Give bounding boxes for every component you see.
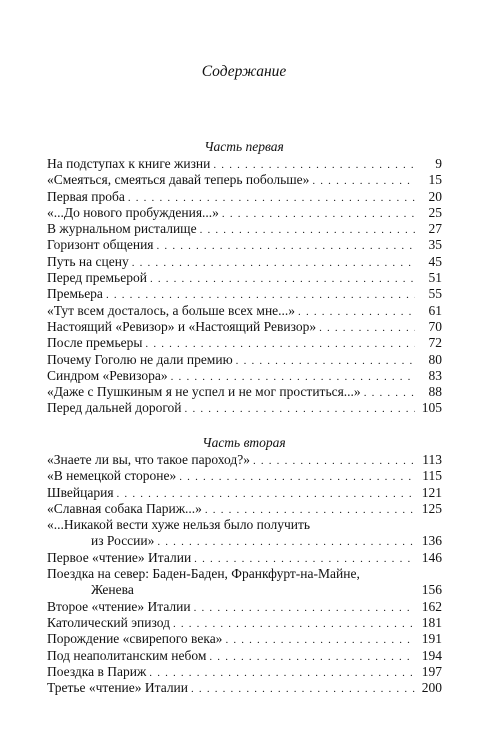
entry-title: Перед дальней дорогой [47,400,182,416]
entry-title: Горизонт общения [47,237,154,253]
toc-entry[interactable] [47,566,442,599]
toc-entry[interactable] [47,631,442,647]
entry-title: Католический эпизод [47,614,170,630]
entry-title: Третье «чтение» Италии [47,680,189,696]
entry-title: Первое «чтение» Италии [47,549,192,565]
entry-title: Синдром «Ревизора» [47,367,168,383]
entry-page: 9 [435,156,442,171]
entry-title: Перед премьерой [47,270,147,286]
toc-entry[interactable] [47,156,442,172]
entry-title: Поездка в Париж [47,663,147,679]
toc-entry[interactable] [47,485,442,501]
entry-page: 70 [428,318,442,334]
leader-dots [364,385,415,401]
toc-entry[interactable] [47,172,442,188]
part-two-heading: Часть вторая [202,435,286,450]
toc-entry[interactable] [47,550,442,566]
entry-page: 20 [428,188,442,204]
entry-title: Первая проба [47,188,125,204]
entry-title: Премьера [47,286,103,302]
leader-dots [191,681,415,697]
toc-entry[interactable] [47,286,442,302]
toc-entry[interactable] [47,254,442,270]
entry-title: После премьеры [47,335,143,351]
entry-title: Швейцария [47,484,114,500]
leader-dots [173,616,415,632]
toc-entry[interactable] [47,189,442,205]
leader-dots [132,255,415,271]
part-two-list [47,452,442,696]
toc-entry[interactable] [47,648,442,664]
leader-dots [150,271,415,287]
entry-page: 191 [421,631,442,647]
leader-dots [128,190,415,206]
entry-title: «В немецкой стороне» [47,468,177,484]
entry-title: «Славная собака Париж...» [47,500,202,516]
leader-dots [106,287,415,303]
leader-dots [205,502,415,518]
leader-dots [194,600,415,616]
toc-entry[interactable] [47,319,442,335]
toc-entry[interactable] [47,270,442,286]
leader-dots [236,353,415,369]
leader-dots [225,632,415,648]
entry-page: 45 [428,253,442,269]
entry-page: 121 [421,484,442,500]
leader-dots [149,665,415,681]
toc-entry[interactable] [47,517,442,550]
toc-entry[interactable] [47,664,442,680]
leader-dots [171,369,415,385]
entry-page: 156 [421,582,442,598]
entry-title: На подступах к книге жизни [47,156,211,171]
leader-dots [194,551,415,567]
entry-page: 15 [428,172,442,188]
entry-title: «Даже с Пушкиным я не успел и не мог проститься...» [47,384,361,400]
entry-title: «...До нового пробуждения...» [47,204,219,220]
leader-dots [209,649,415,665]
leader-dots [222,206,415,222]
entry-page: 72 [428,335,442,351]
entry-page: 55 [428,286,442,302]
entry-page: 25 [428,204,442,220]
entry-page: 105 [421,400,442,416]
leader-dots [298,304,415,320]
entry-title: Путь на сцену [47,253,129,269]
entry-title: Поездка на север: Баден-Баден, Франкфурт-на-Майне, [47,566,360,582]
entry-page: 61 [428,302,442,318]
toc-entry[interactable] [47,680,442,696]
toc-entry[interactable] [47,237,442,253]
toc-entry[interactable] [47,221,442,237]
entry-page: 88 [428,384,442,400]
leader-dots [185,401,415,417]
toc-entry[interactable] [47,368,442,384]
toc-entry[interactable] [47,501,442,517]
toc-entry[interactable] [47,599,442,615]
part-one-heading: Часть первая [204,139,284,154]
entry-title: Под неаполитанским небом [47,647,207,663]
entry-title: «...Никакой вести хуже нельзя было получить [47,517,311,533]
entry-title: Почему Гоголю не дали премию [47,351,233,367]
entry-page: 113 [422,452,442,467]
entry-title: Второе «чтение» Италии [47,598,191,614]
toc-entry[interactable] [47,468,442,484]
part-one-list [47,156,442,417]
entry-page: 194 [421,647,442,663]
leader-dots [213,157,415,173]
page-title: Содержание [201,63,287,80]
entry-page: 80 [428,351,442,367]
entry-page: 83 [428,367,442,383]
leader-dots [145,336,415,352]
entry-page: 51 [428,270,442,286]
toc-entry[interactable] [47,352,442,368]
leader-dots [157,534,415,550]
leader-dots [200,222,415,238]
entry-page: 115 [422,468,442,484]
entry-page: 200 [421,680,442,696]
entry-page: 125 [421,500,442,516]
leader-dots [253,453,415,469]
entry-page: 146 [421,549,442,565]
entry-page: 181 [421,614,442,630]
leader-dots [157,238,415,254]
toc-entry[interactable] [47,384,442,400]
entry-page: 136 [421,533,442,549]
entry-title: «Смеяться, смеяться давай теперь побольше» [47,172,310,188]
entry-page: 27 [428,221,442,237]
leader-dots [117,486,415,502]
toc-entry[interactable] [47,303,442,319]
entry-page: 162 [421,598,442,614]
entry-title: из России» [91,533,155,549]
entry-page: 197 [421,663,442,679]
leader-dots [319,320,415,336]
toc-entry[interactable] [47,452,442,468]
entry-title: Настоящий «Ревизор» и «Настоящий Ревизор» [47,318,317,334]
toc-entry[interactable] [47,205,442,221]
leader-dots [179,469,415,485]
leader-dots [312,173,415,189]
entry-title: «Тут всем досталось, а больше всех мне...» [47,302,296,318]
entry-title: В журнальном ристалище [47,221,197,237]
toc-entry[interactable] [47,335,442,351]
entry-title: «Знаете ли вы, что такое пароход?» [47,452,250,467]
entry-title: Порождение «свирепого века» [47,631,223,647]
toc-entry[interactable] [47,400,442,416]
entry-title: Женева [91,582,134,598]
entry-page: 35 [428,237,442,253]
toc-entry[interactable] [47,615,442,631]
